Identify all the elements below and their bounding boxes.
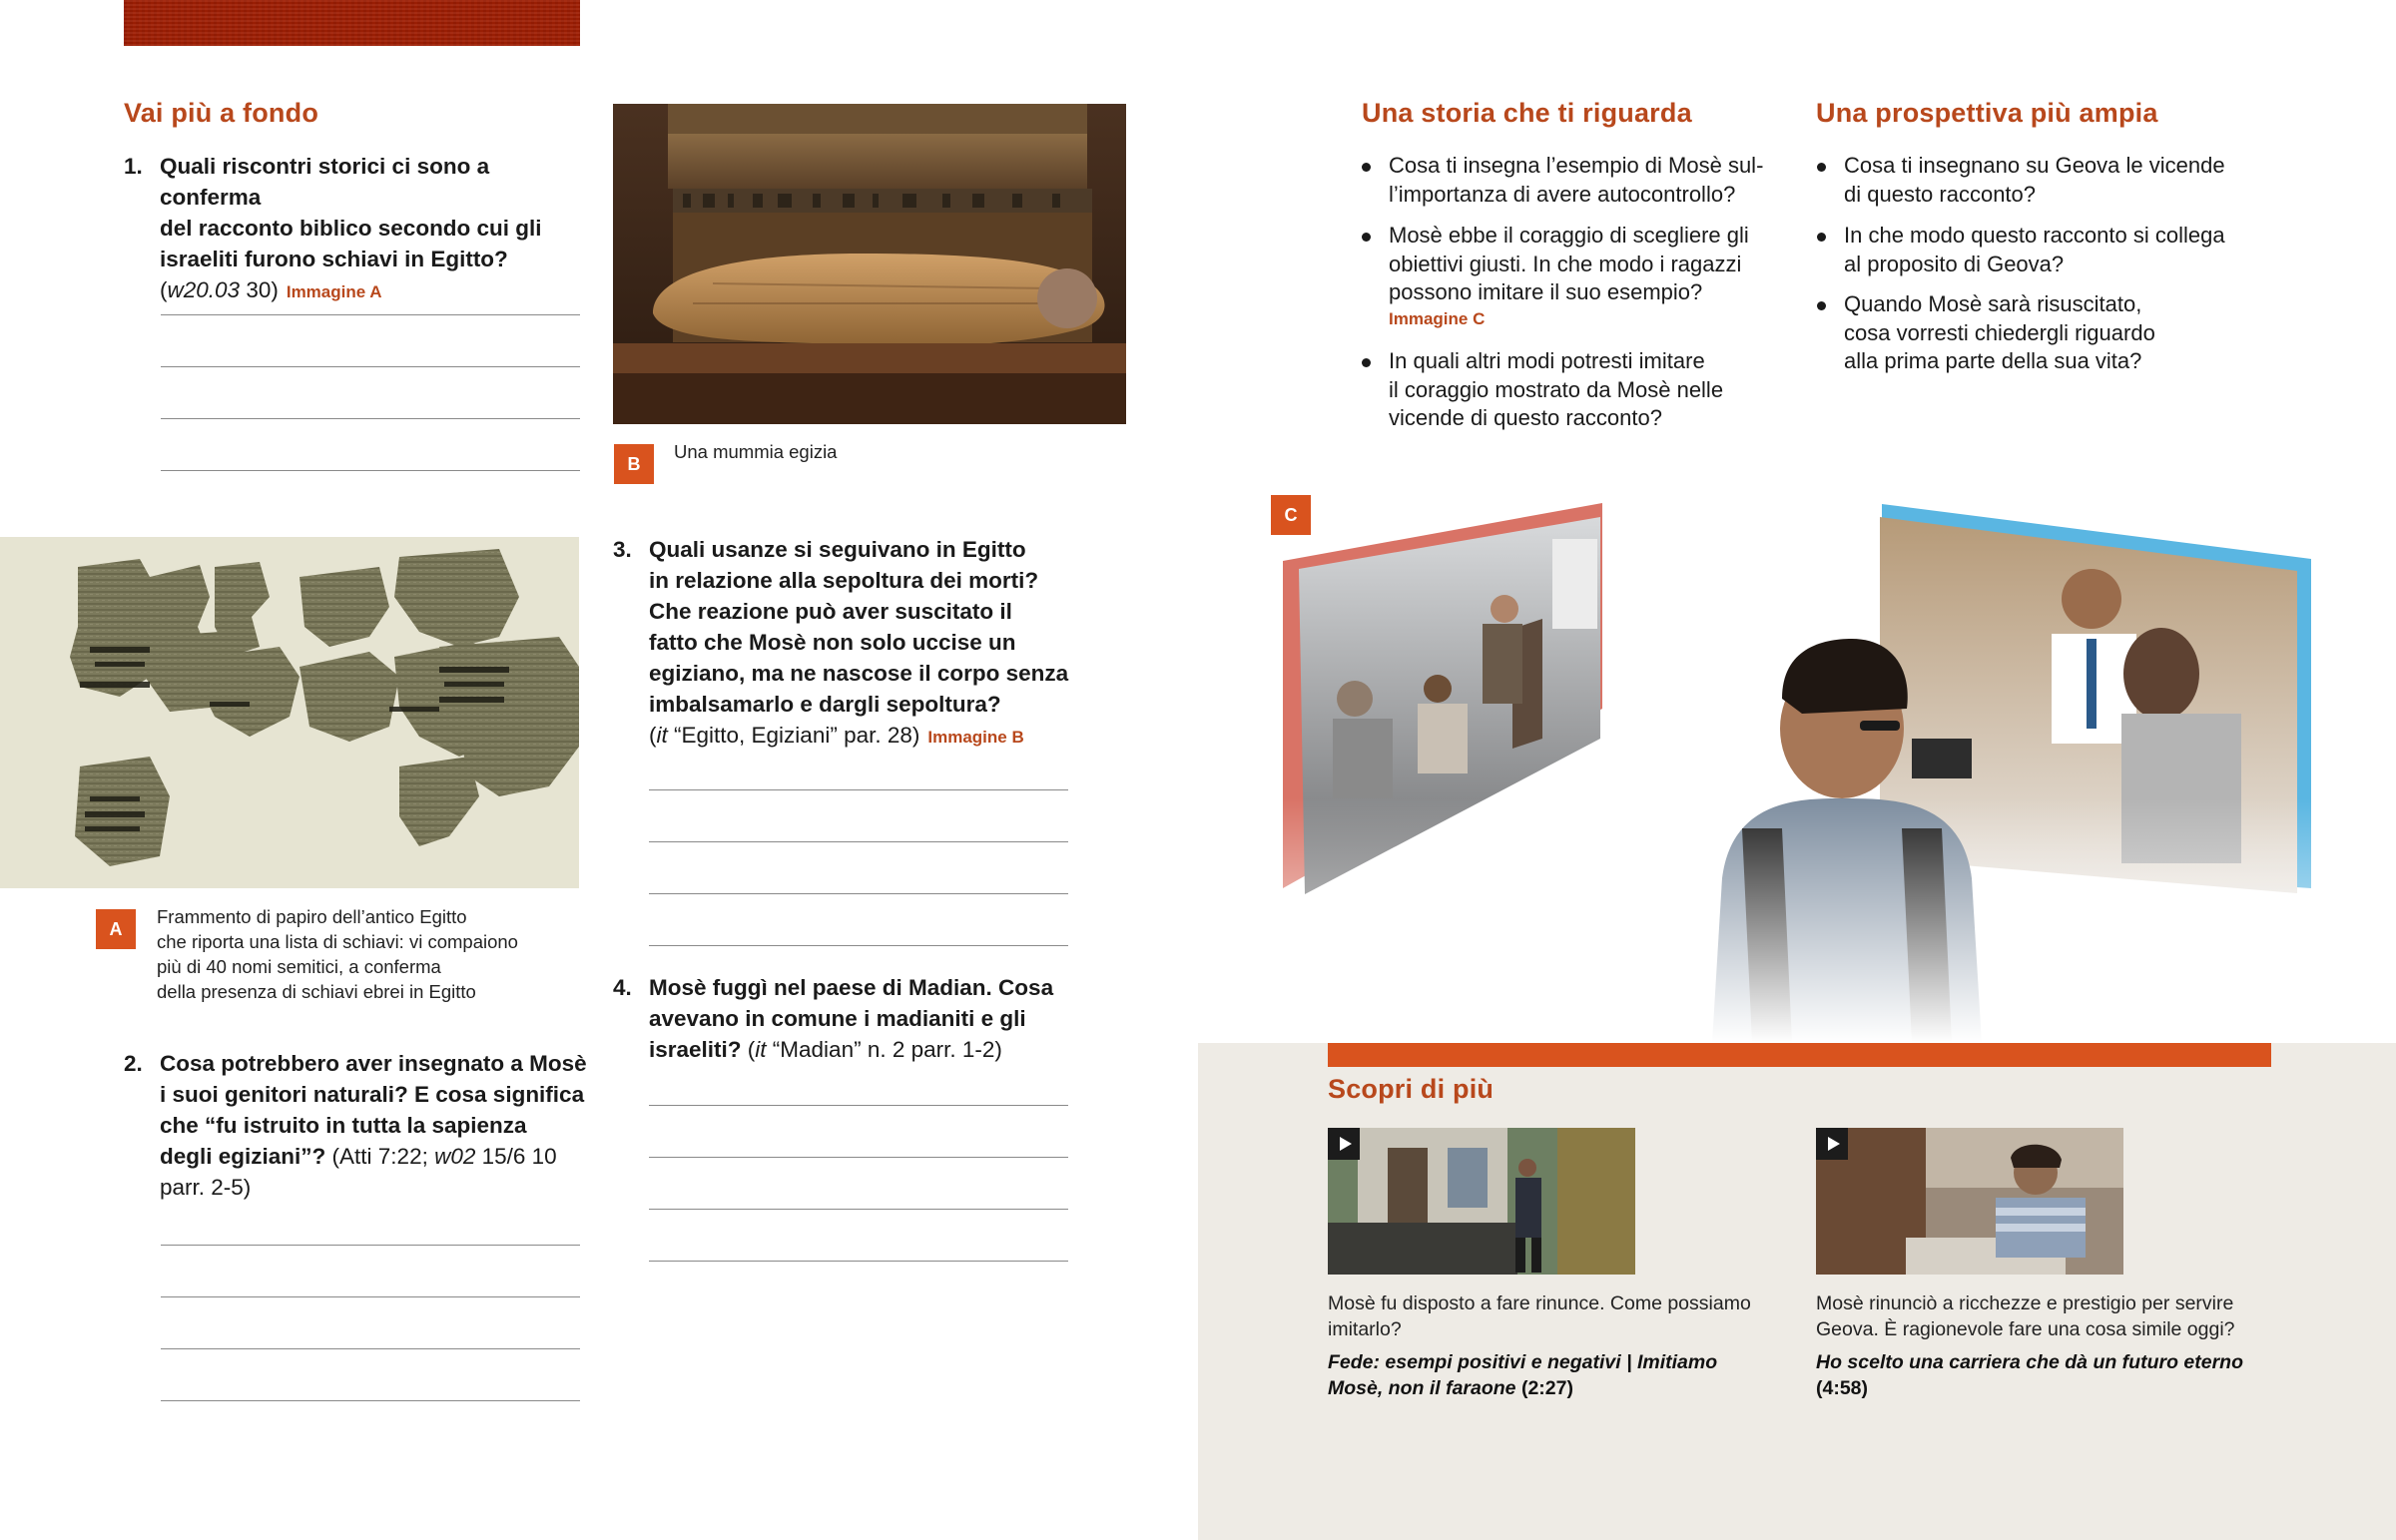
bullet-item	[1389, 347, 1808, 433]
caption-line: Frammento di papiro dell’antico Egitto	[157, 906, 467, 927]
video-1-title-link[interactable]	[1328, 1349, 1887, 1401]
image-reference-b: Immagine B	[927, 728, 1024, 747]
video-2-caption	[1816, 1290, 2375, 1342]
question-line: israeliti?	[649, 1037, 742, 1062]
question-2	[124, 1048, 593, 1208]
section-heading-scopri: Scopri di più	[1328, 1074, 1495, 1104]
bullet-line: Mosè ebbe il coraggio di scegliere gli	[1389, 223, 1749, 248]
question-number: 4.	[613, 975, 632, 1000]
answer-line[interactable]	[649, 1209, 1068, 1210]
bullet-item	[1844, 152, 2263, 209]
video-1-caption	[1328, 1290, 1887, 1342]
caption-line: più di 40 nomi semitici, a conferma	[157, 956, 441, 977]
question-line: degli egiziani”?	[160, 1144, 326, 1169]
video-2-title-link[interactable]	[1816, 1349, 2375, 1401]
answer-line[interactable]	[161, 418, 580, 419]
video-duration: (4:58)	[1816, 1377, 1869, 1399]
caption-line: imitarlo?	[1328, 1318, 1402, 1340]
caption-line: che riporta una lista di schiavi: vi compaiono	[157, 931, 518, 952]
scopri-orange-stripe	[1328, 1043, 2271, 1067]
question-line: Quali riscontri storici ci sono a conferma	[160, 154, 490, 210]
play-icon[interactable]	[1816, 1128, 1848, 1160]
question-number: 3.	[613, 537, 632, 562]
answer-line[interactable]	[649, 1105, 1068, 1106]
answer-line[interactable]	[649, 945, 1068, 946]
section-heading-vai-piu-a-fondo: Vai più a fondo	[124, 98, 319, 128]
bullet-dot-icon	[1817, 163, 1826, 172]
egyptian-mummy-image	[613, 104, 1126, 424]
papyrus-illustration	[0, 537, 579, 888]
answer-line[interactable]	[161, 314, 580, 315]
video-title-line[interactable]: Fede: esempi positivi e negativi | Imitiamo	[1328, 1351, 1718, 1373]
reference: (it “Madian” n. 2 parr. 1-2)	[741, 1037, 1002, 1062]
bullet-item	[1389, 152, 1808, 209]
image-reference-c: Immagine C	[1389, 308, 1486, 328]
reference: (w20.03 30)	[160, 277, 279, 302]
question-number: 2.	[124, 1051, 143, 1076]
answer-line[interactable]	[161, 366, 580, 367]
answer-line[interactable]	[649, 1157, 1068, 1158]
bullet-line: alla prima parte della sua vita?	[1844, 348, 2142, 373]
bullet-line: cosa vorresti chiedergli riguardo	[1844, 319, 2155, 345]
question-line: Cosa potrebbero aver insegnato a Mosè	[160, 1051, 587, 1076]
answer-line[interactable]	[649, 893, 1068, 894]
question-line: avevano in comune i madianiti e gli	[649, 1006, 1026, 1031]
question-number: 1.	[124, 154, 143, 179]
question-line: Quali usanze si seguivano in Egitto	[649, 537, 1026, 562]
bullet-line: Quando Mosè sarà risuscitato,	[1844, 291, 2142, 316]
caption-image-b: Una mummia egizia	[674, 441, 838, 462]
video-thumbnail-2[interactable]	[1816, 1128, 2123, 1275]
section-heading-una-storia: Una storia che ti riguarda	[1362, 98, 1692, 128]
answer-line[interactable]	[649, 1261, 1068, 1262]
bullet-dot-icon	[1362, 233, 1371, 242]
answer-line[interactable]	[161, 470, 580, 471]
question-line: egiziano, ma ne nascose il corpo senza	[649, 661, 1069, 686]
question-line: i suoi genitori naturali? E cosa significa	[160, 1082, 585, 1107]
young-man-career-choice-image	[1283, 499, 2331, 1043]
bullet-dot-icon	[1362, 358, 1371, 367]
bullet-line: In che modo questo racconto si collega	[1844, 223, 2225, 248]
bullet-line: di questo racconto?	[1844, 181, 2037, 207]
bullet-dot-icon	[1362, 163, 1371, 172]
video-title-line[interactable]: Ho scelto una carriera che dà un futuro eterno	[1816, 1351, 2244, 1373]
bullet-dot-icon	[1817, 233, 1826, 242]
bullet-dot-icon	[1817, 301, 1826, 310]
video-2-thumbnail-illustration	[1816, 1128, 2123, 1275]
answer-line[interactable]	[161, 1348, 580, 1349]
bullet-line: obiettivi giusti. In che modo i ragazzi	[1389, 251, 1742, 276]
video-title-line[interactable]: Mosè, non il faraone	[1328, 1377, 1516, 1399]
question-line: del racconto biblico secondo cui gli	[160, 216, 542, 241]
decorative-top-bar	[124, 0, 580, 46]
caption-line: Mosè rinunciò a ricchezze e prestigio per servire	[1816, 1292, 2234, 1314]
reference: (Atti 7:22; w02 15/6 10	[325, 1144, 557, 1169]
caption-image-a	[157, 904, 586, 1004]
answer-line[interactable]	[161, 1296, 580, 1297]
question-1	[124, 151, 583, 302]
caption-line: Mosè fu disposto a fare rinunce. Come possiamo	[1328, 1292, 1751, 1314]
question-line: Mosè fuggì nel paese di Madian. Cosa	[649, 975, 1054, 1000]
image-label-a: A	[96, 909, 136, 949]
answer-line[interactable]	[649, 841, 1068, 842]
answer-line[interactable]	[161, 1245, 580, 1246]
bullet-line: vicende di questo racconto?	[1389, 405, 1662, 430]
question-line: in relazione alla sepoltura dei morti?	[649, 568, 1039, 593]
bullet-line: In quali altri modi potresti imitare	[1389, 348, 1705, 373]
question-line: Che reazione può aver suscitato il	[649, 599, 1012, 624]
question-line: imbalsamarlo e dargli sepoltura?	[649, 692, 1001, 717]
video-1-thumbnail-illustration	[1328, 1128, 1635, 1275]
bullet-line: possono imitare il suo esempio?	[1389, 279, 1703, 304]
question-line: che “fu istruito in tutta la sapienza	[160, 1113, 527, 1138]
image-label-b: B	[614, 444, 654, 484]
bullet-item	[1844, 222, 2263, 278]
caption-line: Geova. È ragionevole fare una cosa simile oggi?	[1816, 1318, 2235, 1340]
question-line: fatto che Mosè non solo uccise un	[649, 630, 1016, 655]
bullet-line: il coraggio mostrato da Mosè nelle	[1389, 376, 1724, 402]
question-3	[613, 534, 1082, 754]
image-c-illustration	[1283, 499, 2331, 1043]
section-heading-prospettiva: Una prospettiva più ampia	[1816, 98, 2158, 128]
answer-line[interactable]	[649, 789, 1068, 790]
reference-continued: parr. 2-5)	[160, 1175, 252, 1200]
answer-line[interactable]	[161, 1400, 580, 1401]
video-thumbnail-1[interactable]	[1328, 1128, 1635, 1275]
bullet-item	[1844, 290, 2263, 376]
bullet-item	[1389, 222, 1808, 331]
papyrus-fragment-image	[0, 537, 579, 888]
image-reference-a: Immagine A	[286, 282, 382, 301]
bullet-line: l’importanza di avere autocontrollo?	[1389, 181, 1736, 207]
video-duration: (2:27)	[1520, 1377, 1573, 1399]
bullet-line: Cosa ti insegnano su Geova le vicende	[1844, 153, 2225, 178]
bullet-line: al proposito di Geova?	[1844, 251, 2065, 276]
caption-line: della presenza di schiavi ebrei in Egitto	[157, 981, 476, 1002]
bullet-line: Cosa ti insegna l’esempio di Mosè sul-	[1389, 153, 1764, 178]
play-icon[interactable]	[1328, 1128, 1360, 1160]
reference: (it “Egitto, Egiziani” par. 28)	[649, 723, 920, 748]
mummy-illustration	[613, 104, 1126, 424]
question-4	[613, 972, 1082, 1072]
question-line: israeliti furono schiavi in Egitto?	[160, 247, 508, 271]
